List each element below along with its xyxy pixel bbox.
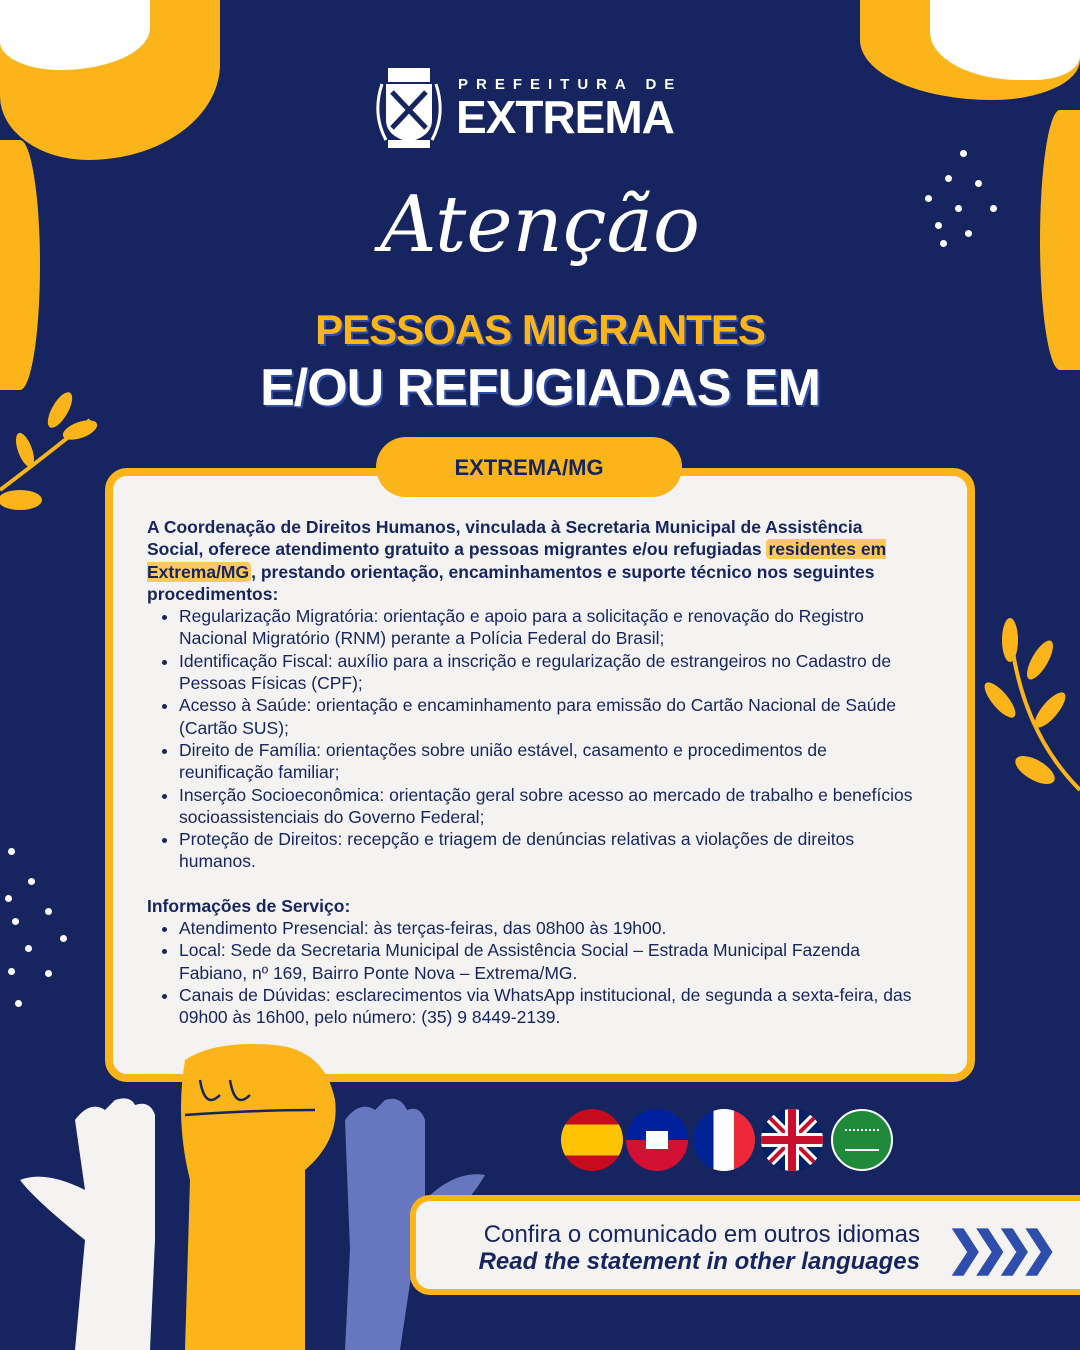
intro-text: A Coordenação de Direitos Humanos, vinculada à Secretaria Municipal de Assistência Social, oferece atendimento gratuito a pessoas migrantes e/ou refugiadas [147,517,863,560]
languages-text-en: Read the statement in other languages [478,1248,920,1275]
languages-banner[interactable] [410,1195,1080,1295]
haiti-flag-icon[interactable] [626,1109,688,1171]
highlight-residents: residentes em Extrema/MG [147,539,887,582]
list-item: • Proteção de Direitos: recepção e triagem de denúncias relativas a violações de direitos humanos. [179,828,917,873]
decor-dot [8,968,15,975]
list-item: • Canais de Dúvidas: esclarecimentos via WhatsApp institucional, de segunda a sexta-feira, das 09h00 às 16h00, pelo número: (35) 9 8449-2139. [179,984,917,1029]
languages-text-pt: Confira o comunicado em outros idiomas [483,1221,920,1248]
list-item: • Regularização Migratória: orientação e apoio para a solicitação e renovação do Registro Nacional Migratório (RNM) perante a Polícia Federal do Brasil; [179,605,917,650]
decor-dot [60,935,67,942]
list-item: • Identificação Fiscal: auxílio para a inscrição e regularização de estrangeiros no Cadastro de Pessoas Físicas (CPF); [179,650,917,695]
uk-flag-icon[interactable] [761,1109,823,1171]
service-heading [147,895,917,917]
city-crest-icon [370,64,448,150]
list-item: • Acesso à Saúde: orientação e encaminhamento para emissão do Cartão Nacional de Saúde (Cartão SUS); [179,694,917,739]
attention-script-title: Atenção [380,180,700,270]
decor-dot [5,895,12,902]
decor-dot [45,908,52,915]
headline-line-2: E/OU REFUGIADAS EM [260,359,820,417]
info-body [147,516,917,1029]
list-item: • Atendimento Presencial: às terças-feiras, das 08h00 às 19h00. [179,917,917,939]
procedures-list [179,605,917,873]
france-flag-icon[interactable] [693,1109,755,1171]
decor-dot [45,970,52,977]
list-item: • Inserção Socioeconômica: orientação geral sobre acesso ao mercado de trabalho e benefícios socioassistenciais do Governo Federal; [179,784,917,829]
headline-line-1: PESSOAS MIGRANTES [315,306,765,353]
intro-paragraph [147,516,917,605]
decor-dot [12,918,19,925]
intro-text-2: , prestando orientação, encaminhamentos e suporte técnico nos seguintes procedimentos: [147,561,875,604]
decor-dot [25,945,32,952]
decor-dot [15,1000,22,1007]
saudi-arabia-flag-icon[interactable] [831,1109,893,1171]
raised-hands-illustration [15,1040,485,1350]
decor-dot [8,848,15,855]
chevrons-right-icon[interactable]: ❯❯❯❯ [946,1222,1045,1274]
leaf-branch-right-icon [980,610,1080,800]
service-heading-text: Informações de Serviço: [147,895,351,916]
logo-title: EXTREMA [456,91,674,143]
location-pill: EXTREMA/MG [376,437,682,497]
list-item: • Local: Sede da Secretaria Municipal de Assistência Social – Estrada Municipal Fazenda Fabiano, nº 169, Bairro Ponte Nova – Extrema/MG. [179,939,917,984]
prefeitura-logo [370,64,700,150]
service-list [179,917,917,1028]
logo-subtitle: PREFEITURA DE [458,76,683,93]
decor-dot [28,878,35,885]
decor-dot [960,150,967,157]
list-item: • Direito de Família: orientações sobre união estável, casamento e procedimentos de reunificação familiar; [179,739,917,784]
spain-flag-icon[interactable] [561,1109,623,1171]
